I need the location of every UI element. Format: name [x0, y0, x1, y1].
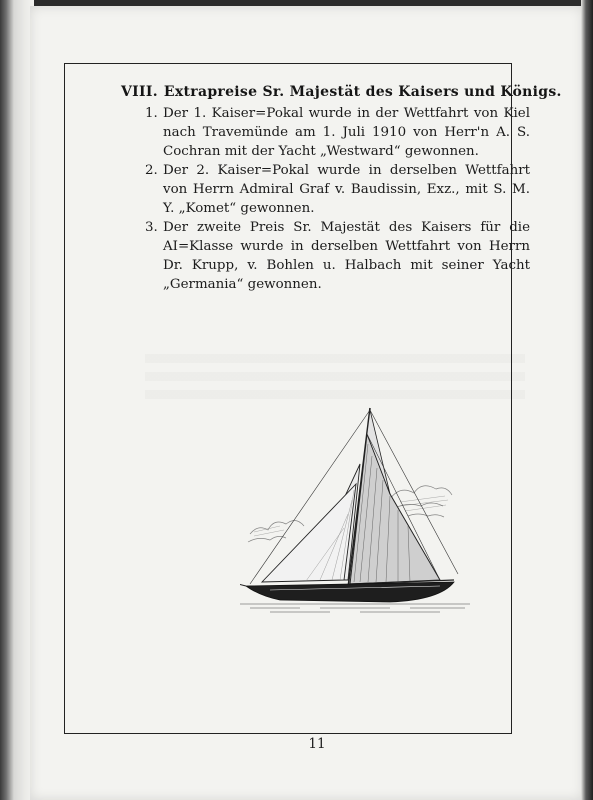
list-item-text: Der 2. Kaiser=Pokal wurde in derselben Wettfahrt von Herrn Admiral Graf v. Baudissin, Exz., mit S. M. Y. „Komet“ gewonnen.: [163, 163, 530, 216]
list-item-number: 2.: [145, 163, 158, 178]
list-item: [145, 218, 530, 294]
scan-right-edge: [581, 0, 593, 800]
book-page: [30, 6, 583, 800]
list-item-text: Der zweite Preis Sr. Majestät des Kaisers für die AI=Klasse wurde in derselben Wettfahrt von Herrn Dr. Krupp, v. Bohlen u. Halbach mit seiner Yacht „Germania“ gewonnen.: [163, 220, 530, 292]
section-number: VIII.: [121, 84, 158, 100]
list-item-number: 1.: [145, 106, 158, 121]
list-item-text: Der 1. Kaiser=Pokal wurde in der Wettfahrt von Kiel nach Travemünde am 1. Juli 1910 von Herr'n A. S. Cochran mit der Yacht „Westward“ gewonnen.: [163, 106, 530, 159]
bleed-through-text: [145, 354, 525, 404]
prize-list: [145, 104, 530, 294]
list-item: [145, 104, 530, 161]
page-number: 11: [308, 736, 326, 752]
sailing-yacht-icon: [240, 404, 470, 619]
section-heading: [121, 84, 562, 100]
list-item: [145, 161, 530, 218]
scan-left-edge: [0, 0, 34, 800]
list-item-number: 3.: [145, 220, 158, 235]
page-frame: [64, 63, 562, 734]
section-title: Extrapreise Sr. Majestät des Kaisers und Königs.: [163, 84, 562, 100]
